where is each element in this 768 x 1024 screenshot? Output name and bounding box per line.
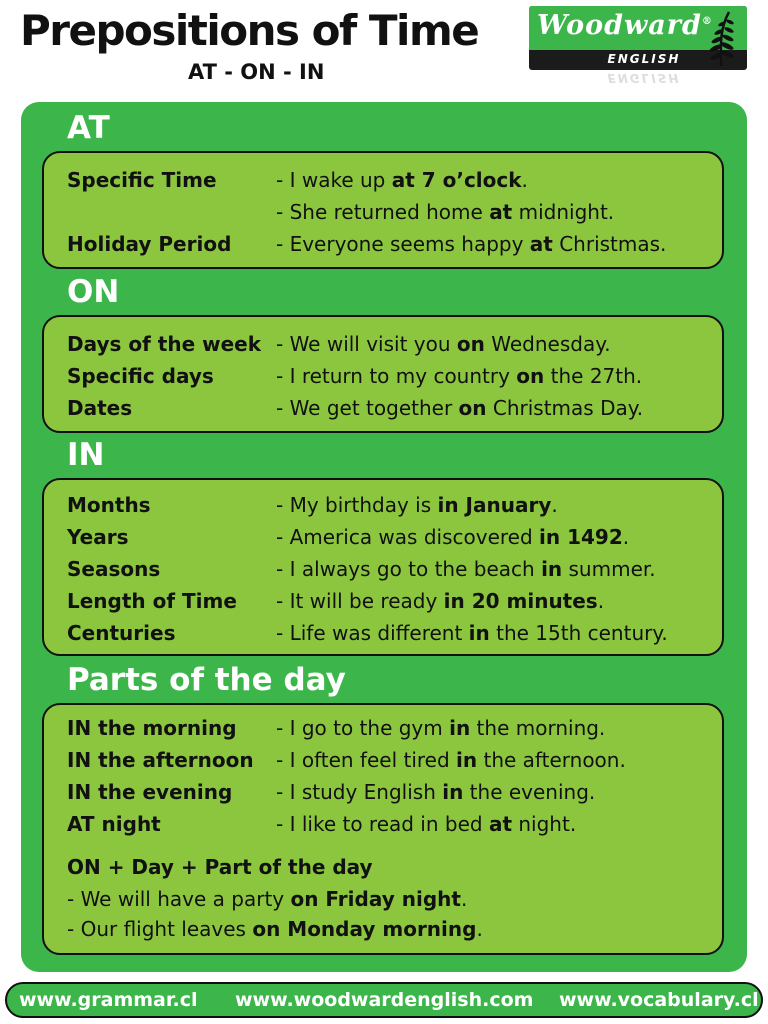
usage-label: Holiday Period (67, 232, 232, 256)
example-sentence: - America was discovered in 1492. (276, 525, 630, 549)
footer-link-grammar[interactable]: www.grammar.cl (19, 989, 198, 1011)
usage-label: Years (67, 525, 129, 549)
example-row (44, 196, 722, 228)
day-part-rule-heading: ON + Day + Part of the day (67, 855, 373, 879)
example-sentence: - Everyone seems happy at Christmas. (276, 232, 667, 256)
example-sentence: - I wake up at 7 o’clock. (276, 168, 528, 192)
fern-icon (699, 8, 743, 68)
example-row (44, 744, 722, 776)
example-sentence: - My birthday is in January. (276, 493, 558, 517)
page-subtitle: AT - ON - IN (188, 60, 325, 84)
logo-subtitle: ENGLISH (607, 52, 681, 66)
usage-label: Specific Time (67, 168, 217, 192)
example-row (44, 776, 722, 808)
page-title: Prepositions of Time (20, 6, 479, 55)
example-sentence: - We will visit you on Wednesday. (276, 332, 611, 356)
example-row (44, 392, 722, 424)
example-row (44, 808, 722, 840)
logo-subtitle-reflection: ENGLISH (607, 71, 681, 85)
usage-label: Length of Time (67, 589, 237, 613)
example-sentence: - We get together on Christmas Day. (276, 396, 644, 420)
panel-in (42, 478, 724, 656)
section-heading-parts-of-the-day: Parts of the day (67, 662, 346, 698)
example-sentence: - I always go to the beach in summer. (276, 557, 656, 581)
day-part-example: - We will have a party on Friday night. (67, 887, 468, 911)
example-sentence: - Life was different in the 15th century. (276, 621, 668, 645)
example-row (44, 585, 722, 617)
section-heading-on: ON (67, 274, 120, 310)
footer-link-woodwardenglish[interactable]: www.woodwardenglish.com (235, 989, 534, 1011)
example-row (44, 553, 722, 585)
usage-label: Specific days (67, 364, 214, 388)
footer-bar (5, 982, 763, 1018)
example-sentence: - I go to the gym in the morning. (276, 716, 606, 740)
usage-label: Dates (67, 396, 133, 420)
usage-label: Centuries (67, 621, 176, 645)
usage-label: Days of the week (67, 332, 262, 356)
example-row (44, 328, 722, 360)
usage-label: Seasons (67, 557, 161, 581)
example-row (44, 617, 722, 649)
woodward-english-logo[interactable] (529, 6, 747, 70)
example-row (44, 360, 722, 392)
example-sentence: - I study English in the evening. (276, 780, 596, 804)
usage-label: IN the evening (67, 780, 233, 804)
example-sentence: - I return to my country on the 27th. (276, 364, 643, 388)
example-row (44, 521, 722, 553)
panel-on (42, 315, 724, 433)
example-sentence: - It will be ready in 20 minutes. (276, 589, 605, 613)
day-part-example: - Our flight leaves on Monday morning. (67, 917, 483, 941)
section-heading-at: AT (67, 110, 110, 146)
usage-label: IN the morning (67, 716, 237, 740)
usage-label: Months (67, 493, 151, 517)
usage-label: IN the afternoon (67, 748, 254, 772)
example-sentence: - I like to read in bed at night. (276, 812, 577, 836)
footer-link-vocabulary[interactable]: www.vocabulary.cl (559, 989, 759, 1011)
section-heading-in: IN (67, 437, 105, 473)
example-row (44, 228, 722, 260)
usage-label: AT night (67, 812, 161, 836)
panel-parts-of-the-day (42, 703, 724, 955)
example-sentence: - I often feel tired in the afternoon. (276, 748, 626, 772)
example-row (44, 489, 722, 521)
example-row (44, 164, 722, 196)
panel-at (42, 151, 724, 269)
logo-name: Woodward® (537, 10, 713, 41)
example-row (44, 712, 722, 744)
example-sentence: - She returned home at midnight. (276, 200, 615, 224)
